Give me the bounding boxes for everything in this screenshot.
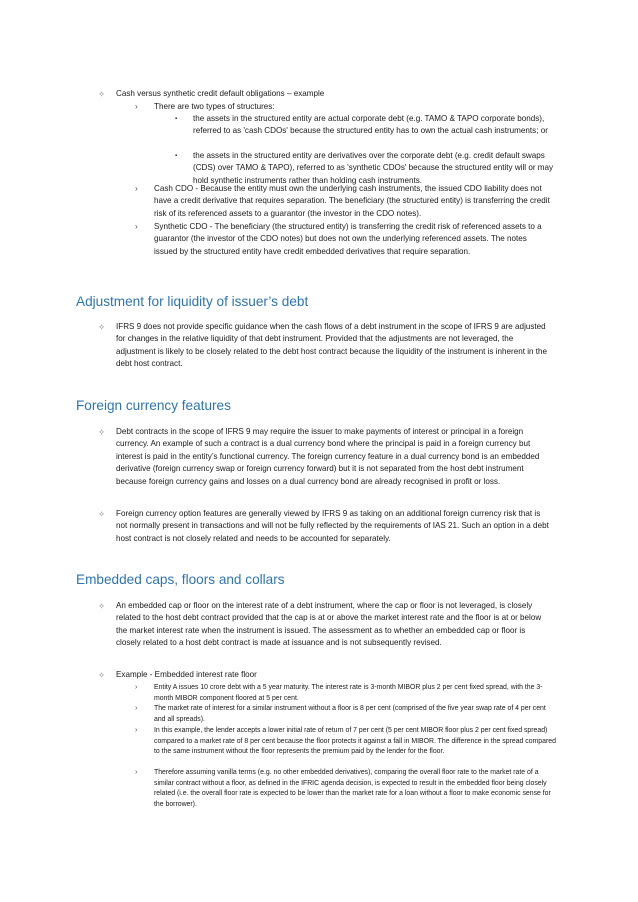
chevron-bullet-icon: › bbox=[135, 184, 138, 193]
chevron-bullet-icon: › bbox=[135, 727, 138, 734]
chevron-bullet-icon: › bbox=[135, 102, 138, 111]
list-item-text: Example - Embedded interest rate floor bbox=[116, 670, 257, 679]
star-bullet-icon: ✧ bbox=[98, 509, 106, 519]
list-item-text: In this example, the lender accepts a lower initial rate of return of 7 per cent (5 per cent MIBOR floor plus 2 per cent fixed spread) compared to a market rate of 8 per cent because the floor protects it against a fall in MIBOR. The difference in the spread compared to the same instrument without the floor represents the premium paid by the lender for the floor. bbox=[154, 727, 556, 756]
list-item-text: the assets in the structured entity are derivatives over the corporate debt (e.g. credit default swaps (CDS) over TAMO & TAPO), referred to as 'synthetic CDOs' because the structured entity will or may hold synthetic instruments rather than holding cash instruments. bbox=[193, 151, 554, 185]
chevron-bullet-icon: › bbox=[135, 222, 138, 231]
section-heading: Foreign currency features bbox=[76, 398, 231, 413]
list-item-text: the assets in the structured entity are actual corporate debt (e.g. TAMO & TAPO corporate bonds), referred to as 'cash CDOs' because the structured entity has to own the actual cash instruments; or bbox=[193, 114, 548, 136]
list-item-text: Cash versus synthetic credit default obligations – example bbox=[116, 89, 325, 98]
square-bullet-icon: ▪ bbox=[175, 153, 178, 159]
list-item-text: Debt contracts in the scope of IFRS 9 may require the issuer to make payments of interest or principal in a foreign currency. An example of such a contract is a dual currency bond where the principal is paid in a foreign currency but interest is paid in the entity’s functional currency. The foreign currency feature in a dual currency bond is an embedded derivative (foreign currency swap or foreign currency forward) but it is not separated from the host debt instrument because foreign currency gains and losses on a dual currency bond are already recognised in profit or loss. bbox=[116, 427, 540, 486]
section-heading: Adjustment for liquidity of issuer’s debt bbox=[76, 294, 309, 309]
list-item-text: Entity A issues 10 crore debt with a 5 year maturity. The interest rate is 3-month MIBOR plus 2 per cent fixed spread, with the 3-month MIBOR component floored at 5 per cent. bbox=[154, 684, 543, 702]
square-bullet-icon: ▪ bbox=[175, 116, 178, 122]
star-bullet-icon: ✧ bbox=[98, 89, 106, 99]
list-item-text: Cash CDO - Because the entity must own the underlying cash instruments, the issued CDO liability does not have a credit derivative that requires separation. The beneficiary (the structured entity) is transferring the credit risk of its referenced assets to a guarantor (the investor in the CDO notes). bbox=[154, 184, 550, 218]
chevron-bullet-icon: › bbox=[135, 684, 138, 691]
chevron-bullet-icon: › bbox=[135, 769, 138, 776]
section-heading: Embedded caps, floors and collars bbox=[76, 572, 285, 587]
chevron-bullet-icon: › bbox=[135, 705, 138, 712]
list-item-text: There are two types of structures: bbox=[154, 102, 275, 111]
list-item-text: IFRS 9 does not provide specific guidance when the cash flows of a debt instrument in the scope of IFRS 9 are adjusted for changes in the relative liquidity of that debt instrument. Provided that the adjustments are not leveraged, the adjustment is likely to be closely related to the debt host contract because the liquidity of the instrument is inherent in the debt host contract. bbox=[116, 322, 548, 369]
list-item-text: Foreign currency option features are generally viewed by IFRS 9 as taking on an additional foreign currency risk that is not normally present in transactions and will not be fully reflected by the requirements of IAS 21. Such an option in a debt host contract is not closely related and needs to be accounted for separately. bbox=[116, 509, 549, 543]
star-bullet-icon: ✧ bbox=[98, 427, 106, 437]
list-item-text: Synthetic CDO - The beneficiary (the structured entity) is transferring the credit risk of referenced assets to a guarantor (the investor of the CDO notes) but does not own the underlying referenced assets. The notes issued by the structured entity have credit embedded derivatives that require separation. bbox=[154, 222, 542, 256]
list-item-text: The market rate of interest for a similar instrument without a floor is 8 per cent (comprised of the five year swap rate of 4 per cent and all spreads). bbox=[154, 705, 546, 723]
star-bullet-icon: ✧ bbox=[98, 670, 106, 680]
star-bullet-icon: ✧ bbox=[98, 601, 106, 611]
list-item-text: An embedded cap or floor on the interest rate of a debt instrument, where the cap or floor is not leveraged, is closely related to the host debt contract provided that the cap is at or above the market interest rate and the floor is at or below the market interest rate when the instrument is issued. The assessment as to whether an embedded cap or floor is closely related to a host debt contract is made at issuance and is not subsequently revised. bbox=[116, 601, 542, 648]
star-bullet-icon: ✧ bbox=[98, 322, 106, 332]
list-item-text: Therefore assuming vanilla terms (e.g. no other embedded derivatives), comparing the overall floor rate to the market rate of a similar contract without a floor, as defined in the IFRIC agenda decision, is expected to result in the embedded floor being closely related (i.e. the overall floor rate is expected to be lower than the market rate for a loan without a floor to make economic sense for the borrower). bbox=[154, 769, 551, 808]
